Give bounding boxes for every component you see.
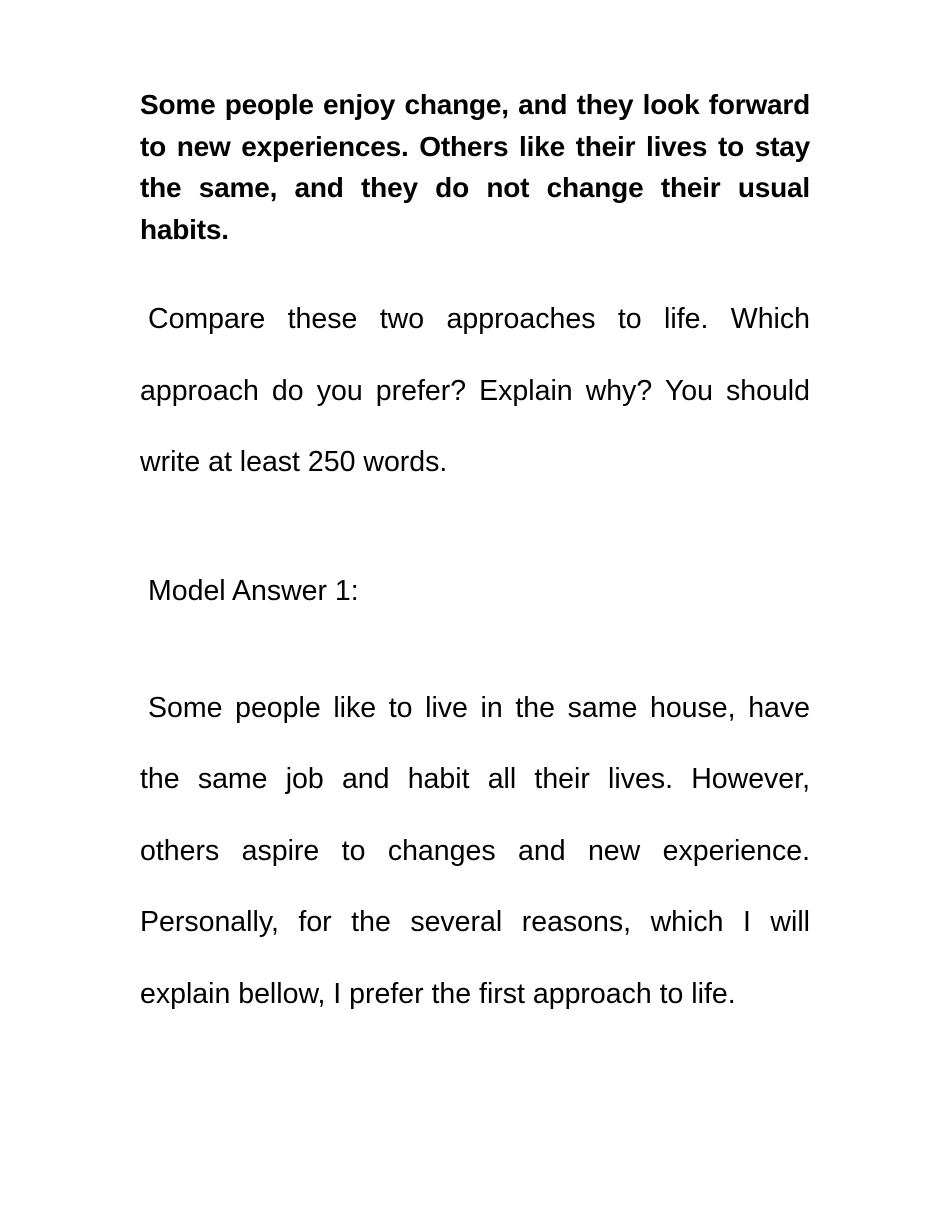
- model-answer-paragraph: Some people like to live in the same house, have the same job and habit all their lives. However, others aspire to changes and new experience. Personally, for the several reasons, which I will explain bellow, I prefer the first approach to life.: [140, 691, 810, 1010]
- model-answer-heading: Model Answer 1:: [148, 574, 359, 607]
- essay-instructions: Compare these two approaches to life. Which approach do you prefer? Explain why? You should write at least 250 words.: [140, 303, 810, 478]
- document-page: [140, 84, 810, 1030]
- essay-prompt: Some people enjoy change, and they look forward to new experiences. Others like their lives to stay the same, and they do not change their usual habits.: [140, 89, 810, 245]
